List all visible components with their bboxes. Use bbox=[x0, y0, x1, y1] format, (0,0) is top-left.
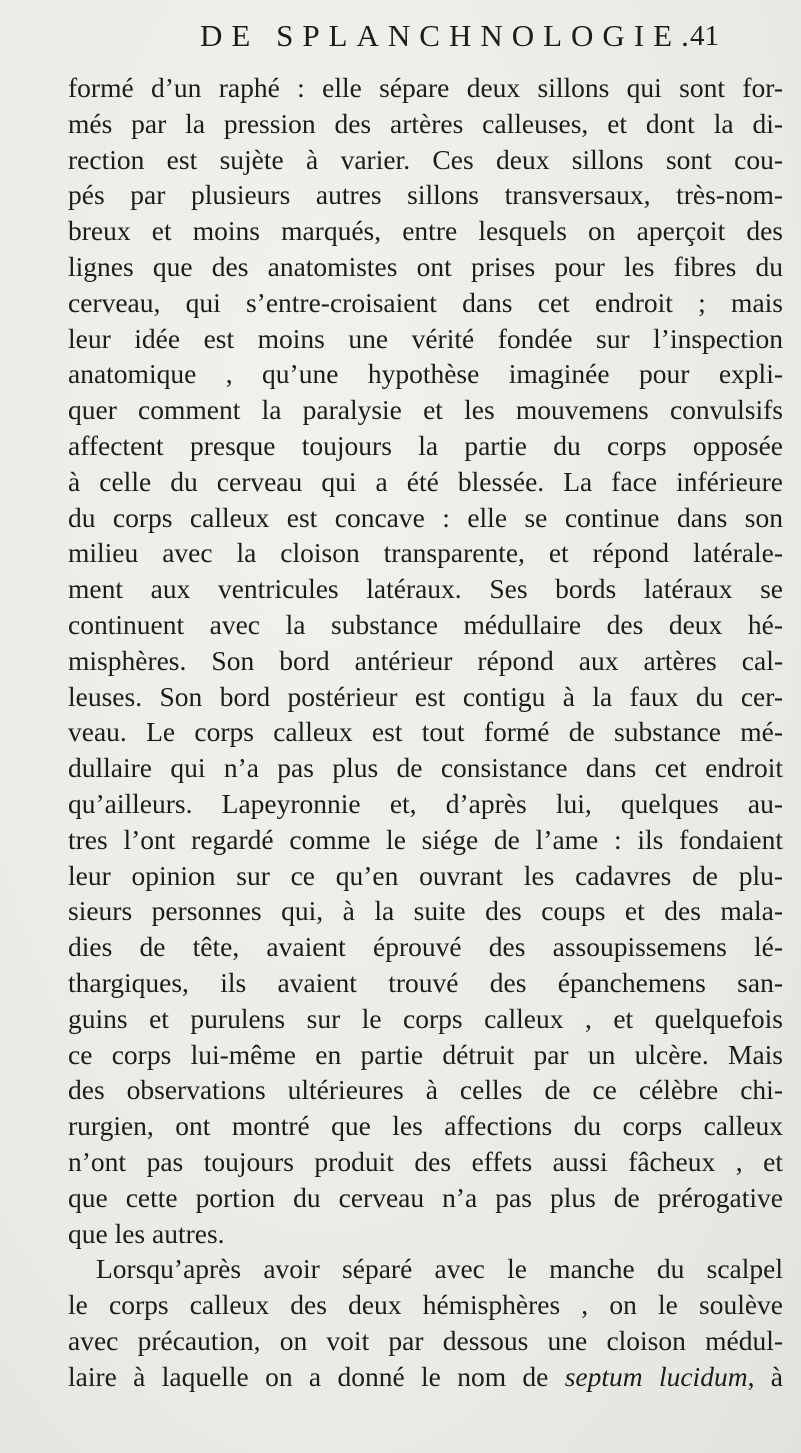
body-text bbox=[68, 70, 783, 1394]
text-line: formé d’un raphé : elle sépare deux sillons qui sont for- bbox=[68, 72, 783, 103]
text-line: affectent presque toujours la partie du corps opposée bbox=[68, 429, 783, 461]
text-line: thargiques, ils avaient trouvé des épanchemens san- bbox=[68, 966, 783, 998]
text-line: sieurs personnes qui, à la suite des coups et des mala- bbox=[68, 895, 783, 927]
text-line: qu’ailleurs. Lapeyronnie et, d’après lui, quelques au- bbox=[68, 787, 783, 819]
text-line: continuent avec la substance médullaire des deux hé- bbox=[68, 608, 783, 640]
text-line: pés par plusieurs autres sillons transversaux, très-nom- bbox=[68, 179, 783, 211]
last-line-prefix: laire à laquelle on a donné le nom de bbox=[68, 1360, 565, 1392]
page-header bbox=[200, 18, 760, 64]
text-line: que cette portion du cerveau n’a pas plus de prérogative bbox=[68, 1181, 783, 1213]
text-line: tres l’ont regardé comme le siége de l’ame : ils fondaient bbox=[68, 823, 783, 855]
text-line: ment aux ventricules latéraux. Ses bords latéraux se bbox=[68, 573, 783, 605]
text-line: cerveau, qui s’entre-croisaient dans cet endroit ; mais bbox=[68, 286, 783, 318]
text-line: le corps calleux des deux hémisphères , on le soulève bbox=[68, 1289, 783, 1321]
text-line: misphères. Son bord antérieur répond aux artères cal- bbox=[68, 644, 783, 676]
text-line: milieu avec la cloison transparente, et répond latérale- bbox=[68, 537, 783, 569]
last-text-line bbox=[68, 1359, 783, 1395]
text-line: guins et purulens sur le corps calleux , et quelquefois bbox=[68, 1002, 783, 1034]
text-line: des observations ultérieures à celles de ce célèbre chi- bbox=[68, 1074, 783, 1106]
text-line: quer comment la paralysie et les mouvemens convulsifs bbox=[68, 394, 783, 426]
text-line: n’ont pas toujours produit des effets aussi fâcheux , et bbox=[68, 1145, 783, 1177]
text-line: anatomique , qu’une hypothèse imaginée pour expli- bbox=[68, 358, 783, 390]
text-line: rection est sujète à varier. Ces deux sillons sont cou- bbox=[68, 143, 783, 175]
paragraph-end-line: que les autres. bbox=[68, 1217, 225, 1249]
latin-term: septum lucidum bbox=[564, 1360, 748, 1392]
text-line: dies de tête, avaient éprouvé des assoupissemens lé- bbox=[68, 931, 783, 963]
text-line: dullaire qui n’a pas plus de consistance dans cet endroit bbox=[68, 752, 783, 784]
text-line: leur idée est moins une vérité fondée sur l’inspection bbox=[68, 322, 783, 354]
last-line-suffix: , à bbox=[747, 1360, 783, 1392]
text-line: més par la pression des artères calleuses, et dont la di- bbox=[68, 107, 783, 139]
text-line: breux et moins marqués, entre lesquels on aperçoit des bbox=[68, 215, 783, 247]
text-line: leur opinion sur ce qu’en ouvrant les cadavres de plu- bbox=[68, 859, 783, 891]
text-line: du corps calleux est concave : elle se continue dans son bbox=[68, 501, 783, 533]
text-line: lignes que des anatomistes ont prises pour les fibres du bbox=[68, 250, 783, 282]
page-number: 41 bbox=[690, 20, 719, 52]
text-line: rurgien, ont montré que les affections du corps calleux bbox=[68, 1110, 783, 1142]
text-line: avec précaution, on voit par dessous une cloison médul- bbox=[68, 1324, 783, 1356]
text-line: leuses. Son bord postérieur est contigu à la faux du cer- bbox=[68, 680, 783, 712]
text-line: ce corps lui-même en partie détruit par un ulcère. Mais bbox=[68, 1038, 783, 1070]
paragraph-start-line: Lorsqu’après avoir séparé avec le manche du scalpel bbox=[96, 1253, 783, 1285]
text-line: veau. Le corps calleux est tout formé de substance mé- bbox=[68, 716, 783, 748]
text-line: à celle du cerveau qui a été blessée. La face inférieure bbox=[68, 465, 783, 497]
running-title: DE SPLANCHNOLOGIE. bbox=[200, 18, 698, 53]
